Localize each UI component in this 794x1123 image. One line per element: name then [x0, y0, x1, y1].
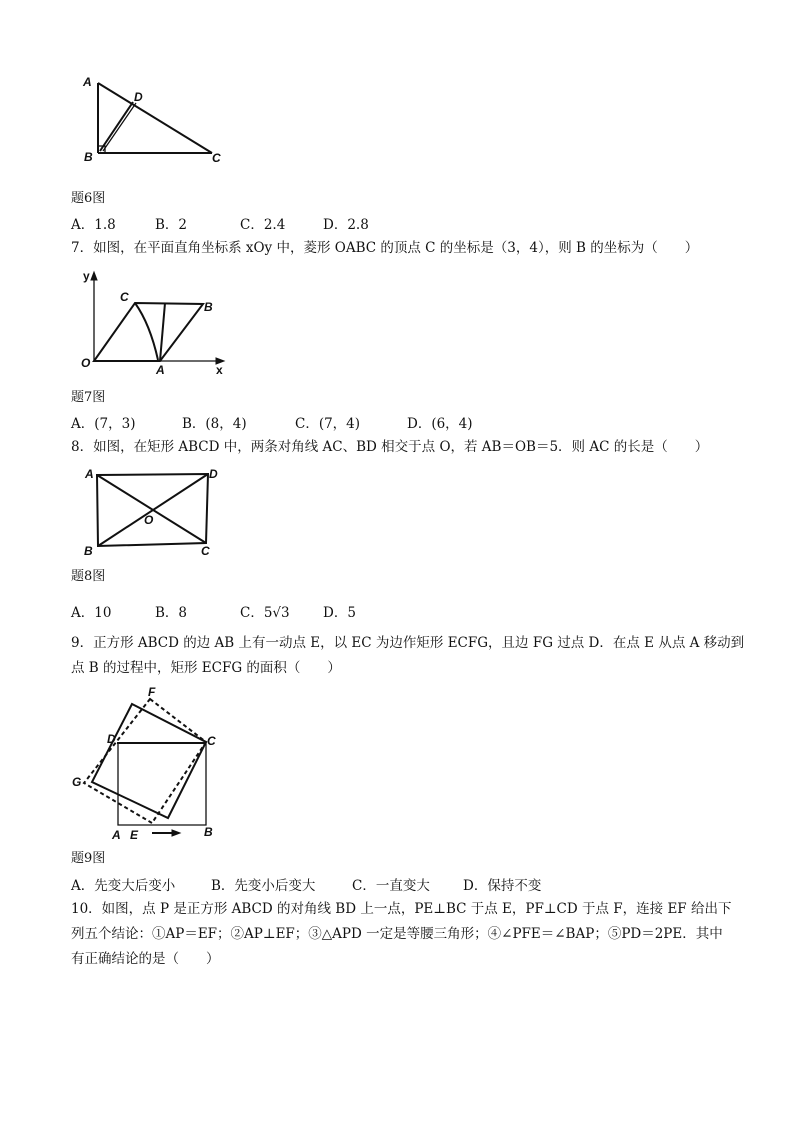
label-g: G — [72, 775, 82, 789]
label-c: C — [207, 734, 216, 748]
label-b: B — [204, 825, 213, 839]
arc-curve — [135, 303, 158, 360]
label-d: D — [209, 467, 218, 481]
label-x: x — [216, 363, 223, 377]
label-f: F — [148, 685, 156, 699]
rectangle-ecfg-dashed — [84, 699, 206, 823]
square-abcd — [118, 743, 206, 825]
q9-option-d: D．保持不变 — [463, 878, 542, 894]
side-ac — [98, 83, 212, 153]
label-o: O — [144, 513, 154, 527]
segment-bd — [100, 102, 133, 151]
q7-option-c: C．(7，4) — [295, 416, 361, 432]
q10-line3: 有正确结论的是（ ） — [71, 951, 220, 967]
label-b: B — [84, 544, 93, 558]
label-d: D — [107, 732, 116, 746]
figure-8-caption: 题8图 — [71, 569, 106, 584]
q6-option-b: B．2 — [155, 217, 188, 233]
label-a: A — [156, 363, 165, 377]
figure-7-caption: 题7图 — [71, 390, 106, 405]
figure-9-caption: 题9图 — [71, 851, 106, 866]
q7-option-a: A．(7，3) — [71, 416, 136, 432]
move-arrow-head — [172, 830, 180, 836]
figure-6 — [78, 70, 238, 170]
label-y: y — [83, 269, 90, 283]
q8-option-a: A．10 — [71, 605, 112, 621]
q8-stem: 8．如图，在矩形 ABCD 中，两条对角线 AC、BD 相交于点 O，若 AB＝OB＝5．则 AC 的长是（ ） — [71, 439, 709, 455]
figure-7 — [78, 266, 238, 378]
q6-option-c: C．2.4 — [240, 217, 286, 233]
label-a: A — [112, 828, 121, 842]
y-axis-arrow — [91, 272, 97, 280]
rectangle-ecfg-solid — [92, 704, 206, 818]
q8-option-d: D．5 — [323, 605, 356, 621]
label-b: B — [204, 300, 213, 314]
label-d: D — [134, 90, 143, 104]
segment-bd-shadow — [103, 103, 136, 151]
label-e: E — [130, 828, 139, 842]
label-a: A — [83, 75, 92, 89]
rhombus-oabc — [94, 303, 203, 361]
q8-option-b: B．8 — [155, 605, 188, 621]
q7-option-b: B．(8，4) — [182, 416, 247, 432]
label-b: B — [84, 150, 93, 164]
q7-stem: 7．如图，在平面直角坐标系 xOy 中，菱形 OABC 的顶点 C 的坐标是（3，4），则 B 的坐标为（ ） — [71, 240, 699, 256]
segment-a-top — [160, 303, 165, 361]
q9-stem-line2: 点 B 的过程中，矩形 ECFG 的面积（ ） — [71, 660, 341, 676]
q10-line1: 10．如图，点 P 是正方形 ABCD 的对角线 BD 上一点，PE⊥BC 于点 E，PF⊥CD 于点 F，连接 EF 给出下 — [71, 901, 732, 917]
q9-option-c: C．一直变大 — [352, 878, 430, 894]
label-c: C — [212, 151, 221, 165]
q7-option-d: D．(6，4) — [407, 416, 473, 432]
label-o: O — [81, 356, 91, 370]
figure-9 — [70, 685, 230, 843]
figure-8 — [78, 462, 228, 562]
q9-option-a: A．先变大后变小 — [71, 878, 176, 894]
q6-option-d: D．2.8 — [323, 217, 369, 233]
q8-option-c: C．5√3 — [240, 605, 290, 621]
label-a: A — [85, 467, 94, 481]
q9-stem-line1: 9．正方形 ABCD 的边 AB 上有一动点 E，以 EC 为边作矩形 ECFG，且边 FG 过点 D．在点 E 从点 A 移动到 — [71, 635, 745, 651]
q6-option-a: A．1.8 — [71, 217, 116, 233]
label-c: C — [120, 290, 129, 304]
figure-6-caption: 题6图 — [71, 191, 106, 206]
label-c: C — [201, 544, 210, 558]
q9-option-b: B．先变小后变大 — [211, 878, 316, 894]
q10-line2: 列五个结论：①AP＝EF；②AP⊥EF；③△APD 一定是等腰三角形；④∠PFE＝∠BAP；⑤PD＝2PE．其中 — [71, 926, 723, 942]
